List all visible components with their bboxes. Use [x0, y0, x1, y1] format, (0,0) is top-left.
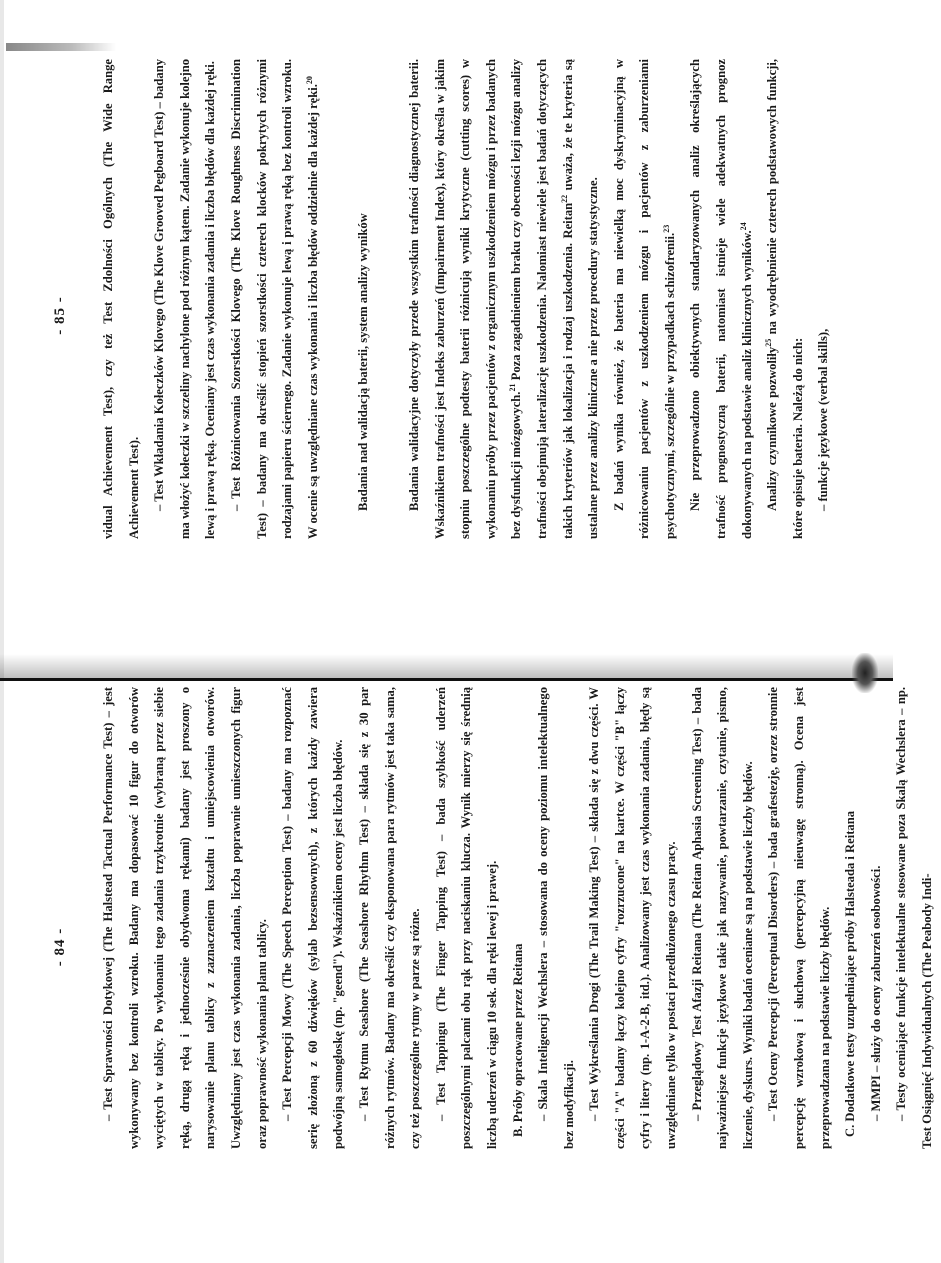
factor-text-a: Analizy czynnikowe pozwoliły — [765, 346, 780, 511]
paragraph-speech-perception-test: – Test Percepcji Mowy (The Speech Perception Test) – badany ma rozpoznać serię złożoną z 60 dźwięków (sylab bezsensownych), z których każdy zawiera podwójną samogłoskę (np. "geend"). Wskaźnikiem oceny jest liczba błędów. — [280, 687, 346, 1149]
right-page — [0, 0, 893, 631]
paragraph-finger-tapping-test: – Test Tappingu (The Finger Tapping Test) – bada szybkość uderzeń poszczególnymi palcami obu rąk przy naciskaniu klucza. Wynik mierzy się średnią liczbą uderzeń w ciągu 10 sek. dla ręki lewej i prawej. — [433, 687, 499, 1149]
paragraph-factor-analysis — [760, 59, 811, 539]
scan-smudge — [6, 43, 116, 51]
page-number-right: - 85 - — [52, 296, 68, 335]
validation-text-a: Badania walidacyjne dotyczyły przede wszystkim trafności diagnostycznej baterii. Wskaźnikiem trafności jest Indeks zaburzeń (Impairment Index), który określa w jakim stopniu poszczególne podtesty baterii różnicują wyniki krytyczne (cutting scores) w wykonaniu próby przez pacjentów z organicznym uszkodzeniem mózgu i przez badanych bez dysfunkcji mózgowych. — [406, 59, 524, 539]
paragraph-trail-making-test: – Test Wykreślania Drogi (The Trail Making Test) – składa się z dwu części. W części "A" badany łączy kolejno cyfry "rozrzucone" na kartce. W części "B" łączy cyfry i litery (np. 1-A-2-B, itd.). Analizowany jest czas wykonania zadania, błędy są uwzględniane tylko w postaci przedłużonego czasu pracy. — [587, 687, 679, 1149]
section-heading-b: B. Próby opracowane przez Reitana — [510, 943, 525, 1137]
section-heading-validation: Badania nad walidacją baterii, system analizy wyników — [356, 213, 371, 511]
left-page — [0, 631, 934, 1263]
paragraph-grooved-pegboard-test: – Test Wkładania Kołeczków Klovego (The Klove Grooved Pegboard Test) – badany ma włożyć kołeczki w szczeliny nachylone pod różnym kątem. Zadanie wykonuje kolejno lewą i prawą ręką. Oceniany jest czas wykonania zadania i liczba błędów dla każdej ręki. — [152, 59, 218, 539]
page-number-left: - 84 - — [52, 927, 68, 967]
paragraph-validation-studies — [402, 59, 607, 539]
gutter-shadow — [0, 654, 893, 678]
roughness-text: – Test Różnicowania Szorstkości Klovego (The Klove Roughness Discrimination Test) – badany ma określić stopień szorstkości czterech klocków pokrytych różnymi rodzajami papieru ściernego. Zadanie wykonuje lewą i prawą ręką bez kontroli wzroku. W ocenie są uwzględniane czas wykonania i liczba błędów oddzielnie dla każdej ręki. — [228, 59, 320, 539]
footnote-ref-23: 23 — [661, 224, 671, 233]
prognostic-text: Nie przeprowadzono obiektywnych standaryzowanych analiz określających trafność prognostyczną baterii, natomiast istnieje wiele adekwatnych prognoz dokonywanych na podstawie analiz klinicznych wyników. — [688, 59, 754, 539]
right-page-text — [96, 59, 837, 539]
paragraph-prognostic-validity — [683, 59, 760, 539]
paragraph-discriminative-power — [607, 59, 684, 539]
discriminative-text: Z badań wynika również, że bateria ma niewielką moc dyskryminacyjną w różnicowaniu pacjentów z uszkodzeniem mózgu i pacjentów z zaburzeniami psychotycznymi, szczególnie w przypadkach schizofrenii. — [611, 59, 677, 539]
footnote-ref-25: 25 — [764, 338, 774, 347]
validation-text-c: uważa, że te kryteria są ustalane przez analizy kliniczne a nie przez procedury statystyczne. — [560, 58, 601, 539]
footnote-ref-22: 22 — [559, 194, 569, 203]
left-page-text — [96, 687, 941, 1149]
footnote-ref-24: 24 — [738, 222, 748, 231]
paragraph-aphasia-screening-test: – Przeglądowy Test Afazji Reitana (The Reitan Aphasia Screening Test) – bada najważniejsze funkcje językowe takie jak nazywanie, powtarzanie, czytanie, pismo, liczenie, dyskurs. Wyniki badań oceniane są na podstawie liczby błędów. — [689, 687, 755, 1149]
list-item-verbal-skills: – funkcje językowe (verbal skills), — [816, 328, 831, 511]
paragraph-tactual-performance-test: – Test Sprawności Dotykowej (The Halstead Tactual Performance Test) – jest wykonywany bez kontroli wzroku. Badany ma dopasować 10 figur do otworów wyciętych w tablicy. Po wykonaniu tego zadania trzykrotnie (wybraną przez siebie ręką, drugą ręką i jednocześnie obydwoma rękami) badany jest proszony o narysowanie planu tablicy z zaznaczeniem kształtu i umiejscowienia otworów. Uwzględniany jest czas wykonania zadania, liczba poprawnie umieszczonych figur oraz poprawność wykonania planu tablicy. — [101, 687, 269, 1149]
footnote-ref-20: 20 — [304, 76, 314, 85]
paragraph-intellectual-tests: – Testy oceniające funkcje intelektualne stosowane poza Skalą Wechslera – np. Test Osiągnięć Indywidualnych (The Peabody Indi- — [894, 687, 934, 1149]
section-heading-c: C. Dodatkowe testy uzupełniające próby Halsteada i Reitana — [843, 810, 858, 1137]
paragraph-continuation: vidual Achievement Test), czy też Test Zdolności Ogólnych (The Wide Range Achievement Test). — [101, 59, 141, 539]
footnote-ref-21: 21 — [508, 383, 518, 392]
book-gutter — [0, 678, 893, 681]
gutter-scan-mark — [852, 653, 878, 693]
paragraph-seashore-rhythm-test: – Test Rytmu Seashore (The Seashore Rhythm Test) – składa się z 30 par różnych rytmów. Badany ma określić czy eksponowana para rytmów jest taka sama, czy też poszczególne rytmy w parze są różne. — [356, 687, 423, 1149]
paragraph-roughness-discrimination-test — [224, 59, 326, 539]
paragraph-perceptual-disorders-test: – Test Oceny Percepcji (Perceptual Disorders) – bada grafestezję, orzez stronnie percepcję wzrokową i słuchową (percepcyjną nieuwagę stronną). Ocena jest przeprowadzana na podstawie liczby błędów. — [766, 687, 832, 1149]
factor-text-b: na wyodrębnienie czterech podstawowych funkcji, które opisuje bateria. Należą do nich: — [765, 58, 805, 539]
paragraph-mmpi: – MMPI – służy do oceny zaburzeń osobowości. — [868, 865, 883, 1121]
paragraph-wechsler-scale: – Skala Inteligencji Wechslera – stosowana do oceny poziomu intelektualnego bez modyfikacji. — [536, 687, 576, 1149]
validation-text-b: Poza zagadnieniem braku czy obecności lezji mózgu analizy trafności obejmują lateralizację uszkodzenia. Nalomiast niewiele jest badań dotyczących takich kryteriów jak lokalizacja i rodzaj uszkodzenia. Reitan — [509, 58, 575, 539]
